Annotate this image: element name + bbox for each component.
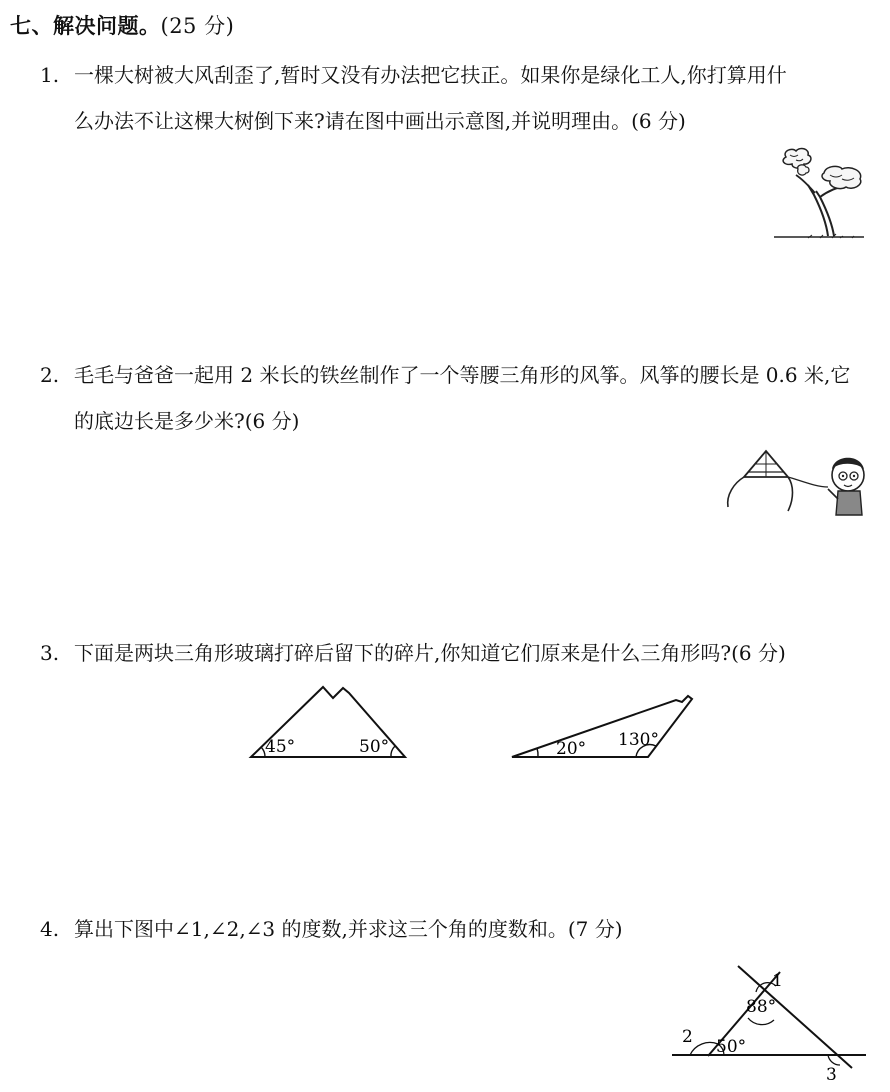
question-4 bbox=[40, 906, 860, 952]
angle-label-2: 2 bbox=[682, 1027, 693, 1047]
question-text-line2: 的底边长是多少米?(6 分) bbox=[74, 409, 300, 433]
question-text-line1: 算出下图中∠1,∠2,∠3 的度数,并求这三个角的度数和。(7 分) bbox=[74, 917, 623, 941]
angle-label-3: 3 bbox=[826, 1065, 837, 1085]
question-number: 2. bbox=[40, 363, 60, 387]
angle-label-45: 45° bbox=[265, 737, 296, 757]
triangle-angle-figure bbox=[660, 958, 880, 1088]
question-number: 1. bbox=[40, 63, 60, 87]
leaning-tree-illustration bbox=[768, 145, 868, 245]
question-3 bbox=[40, 630, 860, 676]
section-points: (25 分) bbox=[160, 14, 235, 38]
glass-fragment-2 bbox=[508, 690, 698, 765]
angle-arc bbox=[391, 746, 395, 757]
section-title-text: 七、解决问题。 bbox=[10, 13, 161, 38]
angle-label-130: 130° bbox=[618, 730, 659, 750]
angle-label-20: 20° bbox=[556, 739, 587, 759]
question-number: 4. bbox=[40, 917, 60, 941]
angle-arc bbox=[537, 748, 538, 757]
question-text-line1: 下面是两块三角形玻璃打碎后留下的碎片,你知道它们原来是什么三角形吗?(6 分) bbox=[74, 641, 786, 665]
angle-label-50: 50° bbox=[359, 737, 390, 757]
question-text-line1: 毛毛与爸爸一起用 2 米长的铁丝制作了一个等腰三角形的风筝。风筝的腰长是 0.6 米,它 bbox=[74, 363, 851, 387]
question-2 bbox=[40, 352, 860, 444]
question-1 bbox=[40, 52, 860, 144]
right-side-line bbox=[738, 966, 852, 1068]
angle-arc-88 bbox=[748, 1018, 774, 1025]
question-text-line1: 一棵大树被大风刮歪了,暂时又没有办法把它扶正。如果你是绿化工人,你打算用什 bbox=[74, 63, 787, 87]
question-text-line2: 么办法不让这棵大树倒下来?请在图中画出示意图,并说明理由。(6 分) bbox=[74, 109, 686, 133]
question-number: 3. bbox=[40, 641, 60, 665]
angle-label-1: 1 bbox=[772, 971, 783, 991]
section-title bbox=[10, 10, 234, 40]
angle-label-50: 50° bbox=[716, 1037, 747, 1057]
glass-fragment-1 bbox=[245, 680, 415, 765]
kite-and-boy-illustration bbox=[720, 445, 880, 525]
angle-label-88: 88° bbox=[746, 997, 777, 1017]
